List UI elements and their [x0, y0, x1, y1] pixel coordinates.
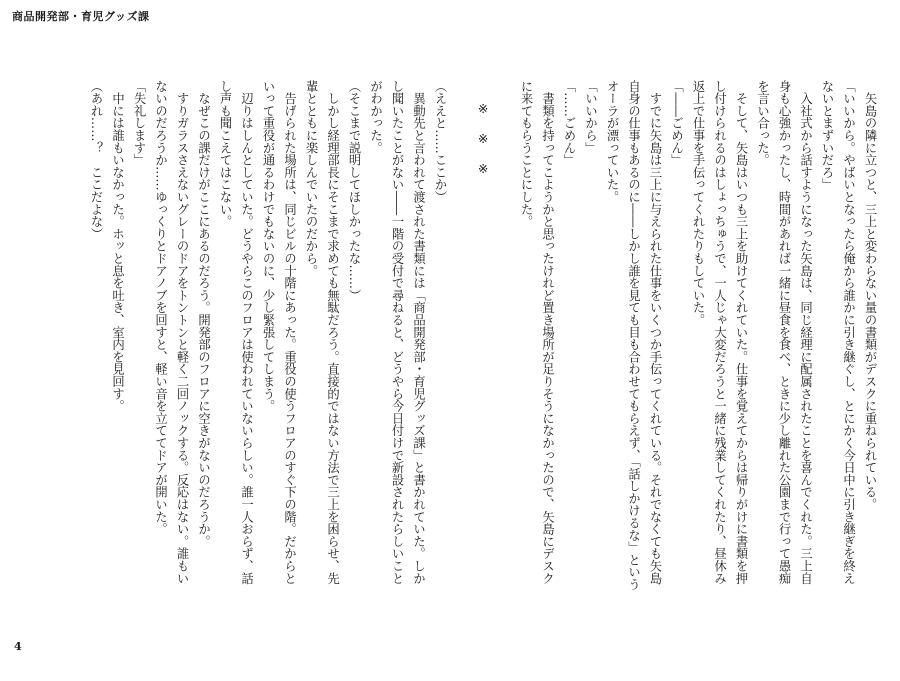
- text-line: 「失礼します」: [132, 80, 146, 167]
- text-line: 返上で仕事を手伝ってくれたりもしていた。: [691, 80, 705, 326]
- text-line: すでに矢島は三上に与えられた仕事をいくつか手伝ってくれている。それでなくても矢島: [648, 80, 662, 585]
- text-line: 矢島の隣に立つと、三上と変わらない量の書類がデスクに重ねられている。: [863, 80, 877, 511]
- text-line: （ええと……ここか）: [433, 80, 447, 203]
- text-line: 「――ごめん」: [669, 80, 684, 167]
- text-line: 輩とともに楽しんでいたのだから。: [304, 80, 318, 277]
- blank-line: [493, 80, 515, 625]
- vertical-text-body: [20, 80, 880, 625]
- page-number: 4: [14, 640, 22, 653]
- text-line: し付けられるのはしょっちゅうで、一人じゃ大変だろうと一緒に残業してくれたり、昼休み: [712, 80, 727, 585]
- text-line: がわかった。: [368, 80, 383, 154]
- text-line: （そこまで説明してほしかったな……）: [347, 80, 361, 302]
- text-line: し聞いたことがない――一階の受付で尋ねると、どうやら今日付けで新設されたらしいこと: [390, 80, 404, 585]
- text-line: 告げられた場所は、同じビルの十階にあった。重役の使うフロアのすぐ下の階。だからと: [282, 80, 297, 585]
- text-line: 「いいから」: [583, 80, 598, 154]
- text-line: に来てもらうことにした。: [519, 80, 533, 228]
- text-line: を言い合った。: [755, 80, 770, 167]
- text-line: いって重役が通るわけでもないのに、少し緊張してしまう。: [261, 80, 275, 413]
- text-line: 「いいから。やばいとなったら俺から誰かに引き継ぐし、とにかく今日中に引き継ぎを終え: [841, 80, 856, 585]
- running-head: 商品開発部・育児グッズ課: [12, 10, 150, 23]
- text-line: すりガラスさえないグレーのドアをトントンと軽く二回ノックする。反応はない。誰もい: [175, 80, 189, 585]
- text-line: なぜこの課だけがここにあるのだろう。開発部のフロアに空きがないのだろうか。: [196, 80, 211, 548]
- text-line: オーラが漂っていた。: [605, 80, 619, 203]
- text-line: 書類を持ってこようかと思ったけれど置き場所が足りそうになかったので、矢島にデスク: [540, 80, 555, 585]
- text-line: しかし経理部長にそこまで求めても無駄だろう。直接的ではない方法で三上を困らせ、先: [325, 80, 340, 585]
- text-line: 自身の仕事もあるのに――しかし誰を見ても目も合わせてもらえず、「話しかけるな」という: [626, 80, 641, 591]
- text-line: 入社式から話すようになった矢島は、同じ経理に配属されたことを喜んでくれた。三上自: [798, 80, 813, 585]
- text-line: 中には誰もいなかった。ホッと息を吐き、室内を見回す。: [110, 80, 125, 413]
- text-line: 「……ごめん」: [562, 80, 576, 167]
- text-line: し声も聞こえてはこない。: [218, 80, 232, 228]
- text-line: 身も心強かったし、時間があれば一緒に昼食を食べ、ときに少し離れた公園まで行って愚痴: [777, 80, 791, 585]
- text-line: 異動先と言われて渡された書類には「商品開発部・育児グッズ課」と書かれていた。しか: [411, 80, 426, 585]
- blank-line: [450, 80, 472, 625]
- text-line: ないのだろうか……ゆっくりとドアノブを回すと、軽い音を立ててドアが開いた。: [153, 80, 168, 536]
- text-line: 辺りはしんとしていた。どうやらこのフロアは使われていないらしい。誰一人おらず、話: [239, 80, 254, 585]
- scene-separator: ※※※: [476, 102, 490, 192]
- text-line: （あれ……？ ここだよな）: [89, 80, 103, 240]
- text-line: ないとまずいだろ」: [820, 80, 834, 191]
- text-line: そして、矢島はいつも三上を助けてくれていた。仕事を覚えてからは帰りがけに書類を押: [734, 80, 748, 585]
